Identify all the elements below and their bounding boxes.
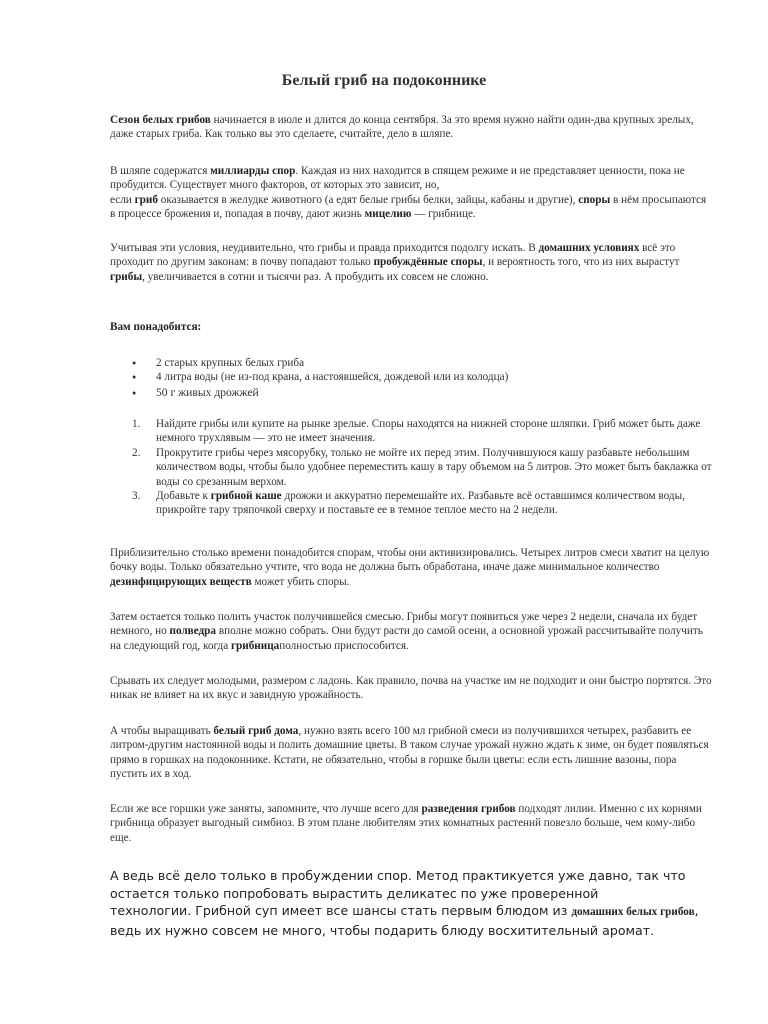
bold-phrase: домашних условиях [538,242,640,254]
paragraph-text: , ведь их нужно совсем не много, чтобы подарить блюду восхитительный аромат. [110,903,699,938]
paragraph-text: Если же все горшки уже заняты, запомните, что лучше всего для [110,803,422,815]
paragraph-text: оказывается в желудке животного (а едят белые грибы белки, зайцы, кабаны и другие), [157,193,579,206]
paragraph-text: может убить споры. [251,575,350,588]
paragraph-text: — грибнице. [411,208,476,221]
paragraph-conditions [110,241,712,284]
step-text: Найдите грибы или купите на рынке зрелые. Споры находятся на нижней стороне шляпки. Гриб может быть даже немного трухлявым — это не имеет значения. [156,418,701,445]
paragraph-text: в нём просыпаются в процессе брожения и, попадая в почву, дают жизнь [110,193,707,221]
paragraph-home [110,724,712,782]
list-item: ● 4 литра воды (не из-под крана, а настоявшейся, дождевой или из колодца) [110,370,712,384]
bold-phrase: дезинфицирующих веществ [110,575,252,588]
paragraph-text: вполне можно собрать. Они будут расти до самой осени, а основной урожай рассчитывайте получить на следующий год, когда [110,625,703,652]
list-item: ● 50 г живых дрожжей [110,386,712,400]
bold-phrase: разведения грибов [421,803,516,815]
bold-phrase: гриб [134,193,158,206]
bold-phrase: мицелию [364,208,412,221]
paragraph-text: всё это проходит по другим законам: в почву попадают только [110,242,676,269]
paragraph-text: если [110,193,135,206]
list-item [110,489,712,518]
paragraph-text: А ведь всё дело только в пробуждении спор. Метод практикуется уже давно, так что остается только попробовать вырастить деликатес по уже проверенной [110,868,686,901]
needs-list [110,356,712,400]
steps-list [110,417,712,518]
step-text: Прокрутите грибы через мясорубку, только не мойте их перед этим. Получившуюся кашу разбавьте небольшим количеством воды, чтобы было удобнее переместить кашу в тару объемом на 5 литров. Это может быть баклажка от воды со срезанным верхом. [156,446,712,488]
bold-phrase: грибной каше [210,490,282,503]
bold-phrase: пробуждённые споры [373,256,483,269]
paragraph-text: технологии. Грибной суп имеет все шансы стать первым блюдом из [110,903,572,919]
bold-phrase: грибы [110,270,143,283]
paragraph-season [110,113,712,142]
paragraph-text: Приблизительно столько времени понадобится спорам, чтобы они активизировались. Четырех литров смеси хватит на целую бочку воды. Только обязательно учтите, что вода не должна быть обработана, иначе даже минимальное количество [110,547,710,574]
bold-phrase: домашних белых грибов [571,906,695,919]
paragraph-text: А чтобы выращивать [110,725,214,737]
paragraph-text: Учитывая эти условия, неудивительно, что грибы и правда приходится подолгу искать. В [110,242,539,254]
needs-heading-text: Вам понадобится: [110,321,202,333]
page-title: Белый гриб на подоконнике [281,72,487,89]
paragraph-watering [110,610,712,653]
step-number: 2. [132,446,141,459]
bold-phrase: миллиарды спор [210,165,296,177]
paragraph-text: , нужно взять всего 100 мл грибной смеси из получившихся четырех, разбавить ее литром-другим настоянной воды и полить домашние цветы. В таком случае урожай нужно ждать к зиме, он будет появляться прямо в горшках на подоконнике. Кстати, не обязательно, чтобы в горшке были цветы: если есть лишние вазоны, пора пустить их в ход. [110,725,709,781]
step-number: 3. [132,490,141,503]
paragraph-activation [110,546,712,589]
paragraph-text: начинается в июле и длится до конца сентября. За это время нужно найти один-два крупных зрелых, даже старых гриба. Как только вы это сделаете, считайте, дело в шляпе. [110,114,694,141]
paragraph-text: полностью приспособится. [279,639,409,652]
list-item: ● 2 старых крупных белых гриба [110,356,712,370]
list-item [110,417,712,446]
step-text: Добавьте к [156,490,211,503]
paragraph-harvest: Срывать их следует молодыми, размером с ладонь. Как правило, почва на участке им не подходит и они быстро портятся. Это никак не влияет на их вкус и завидную урожайность. [110,675,712,702]
paragraph-text: Затем остается только полить участок получившейся смесью. Грибы могут появиться уже через 2 недели, сначала их будет немного, но [110,611,698,638]
step-text: дрожжи и аккуратно перемешайте их. Разбавьте всё оставшимся количеством воды, прикройте тару тряпочкой сверху и поставьте ее в темное теплое место на 2 недели. [156,490,685,517]
list-item [110,446,712,489]
bold-phrase: белый гриб дома [213,725,299,737]
bold-phrase: споры [578,193,611,206]
paragraph-text: , увеличивается в сотни и тысячи раз. А пробудить их совсем не сложно. [142,270,489,283]
paragraph-text: . Каждая из них находится в спящем режиме и не представляет ценности, пока не пробудится. Существует много факторов, от которых это зависит, но, [110,165,685,192]
bold-phrase: Сезон белых грибов [110,114,211,126]
step-number: 1. [132,418,141,430]
bold-phrase: полведра [169,625,217,638]
paragraph-conclusion [110,867,720,939]
paragraph-text: , и вероятность того, что из них вырастут [482,256,680,269]
paragraph-lilies [110,802,712,845]
needs-heading [110,320,712,334]
paragraph-text: В шляпе содержатся [110,165,211,177]
paragraph-text: подходят лилии. Именно с их корнями грибница образует выгодный симбиоз. В этом плане любителям этих комнатных растений повезло больше, чем кому-либо еще. [110,803,702,844]
paragraph-spores [110,164,712,222]
bold-phrase: грибница [230,639,280,652]
